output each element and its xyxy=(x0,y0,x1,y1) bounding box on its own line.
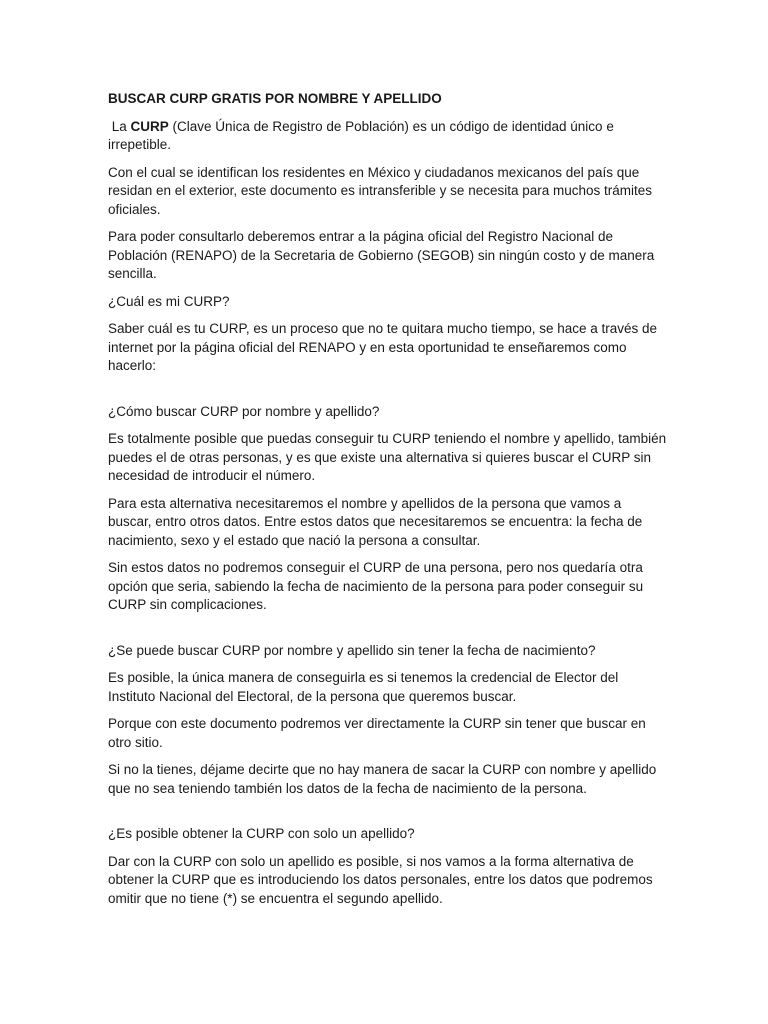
paragraph-alternativa: Para esta alternativa necesitaremos el nombre y apellidos de la persona que vamos a buscar, entro otros datos. Entre estos datos que necesitaremos se encuentra: la fecha de nacimiento, sexo y el estado que nació la persona a consultar. xyxy=(108,495,643,548)
paragraph-residents: Con el cual se identifican los residentes en México y ciudadanos mexicanos del país que residan en el exterior, este documento es intransferible y se necesita para muchos trámites oficiales. xyxy=(108,164,653,217)
paragraph-sin-datos: Sin estos datos no podremos conseguir el CURP de una persona, pero nos quedaría otra opción que seria, sabiendo la fecha de nacimiento de la persona para poder conseguir su CURP sin complicaciones. xyxy=(108,560,644,612)
section-heading-un-apellido: ¿Es posible obtener la CURP con solo un apellido? xyxy=(108,826,415,841)
section-heading-cual-es: ¿Cuál es mi CURP? xyxy=(108,293,230,309)
intro-lead: La xyxy=(108,118,131,134)
blank-line xyxy=(108,385,668,403)
document-body xyxy=(108,90,668,917)
paragraph-consult: Para poder consultarlo deberemos entrar a la página oficial del Registro Nacional de Población (RENAPO) de la Secretaria de Gobierno (SEGOB) sin ningún costo y de manera sencilla. xyxy=(108,229,655,281)
curp-term: CURP xyxy=(130,118,169,134)
paragraph-saber: Saber cuál es tu CURP, es un proceso que no te quitara mucho tiempo, se hace a través de internet por la página oficial del RENAPO y en esta oportunidad te enseñaremos como hacerlo: xyxy=(108,321,658,373)
intro-paragraph xyxy=(108,118,668,155)
section-heading-como-buscar: ¿Cómo buscar CURP por nombre y apellido? xyxy=(108,403,380,419)
intro-rest: (Clave Única de Registro de Población) es un código de identidad único e irrepetible. xyxy=(108,118,614,152)
blank-line xyxy=(108,624,668,642)
paragraph-dar-con: Dar con la CURP con solo un apellido es posible, si nos vamos a la forma alternativa de obtener la CURP que es introduciendo los datos personales, entre los datos que podremos omitir que no tiene (*) se encuentra el segundo apellido. xyxy=(108,853,653,906)
blank-line xyxy=(108,807,668,825)
document-title: BUSCAR CURP GRATIS POR NOMBRE Y APELLIDO xyxy=(108,91,442,106)
paragraph-si-no: Si no la tienes, déjame decirte que no hay manera de sacar la CURP con nombre y apellido que no sea teniendo también los datos de la fecha de nacimiento de la persona. xyxy=(108,762,657,796)
paragraph-credencial: Es posible, la única manera de conseguirla es si tenemos la credencial de Elector del Instituto Nacional del Electoral, de la persona que queremos buscar. xyxy=(108,670,619,704)
section-heading-sin-fecha: ¿Se puede buscar CURP por nombre y apellido sin tener la fecha de nacimiento? xyxy=(108,642,596,658)
paragraph-documento: Porque con este documento podremos ver directamente la CURP sin tener que buscar en otro sitio. xyxy=(108,716,646,750)
paragraph-posible: Es totalmente posible que puedas conseguir tu CURP teniendo el nombre y apellido, también puedes el de otras personas, y es que existe una alternativa si quieres buscar el CURP sin necesidad de introducir el número. xyxy=(108,431,667,483)
